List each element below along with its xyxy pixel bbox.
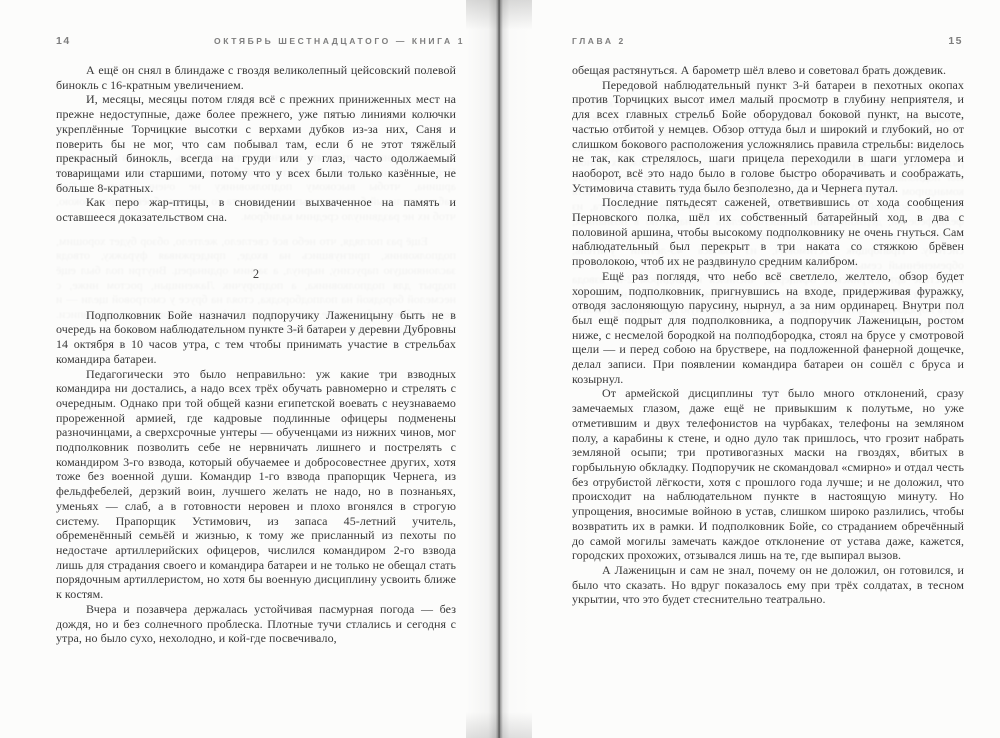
paragraph: Последние пятьдесят саженей, ответвившись от хода сообщения Перновского полка, шёл их собственный батарейный ход, в два с половиной аршина, чтобы высокому подполковнику не очень гнуться. Сам наблюдательный был перекрыт в три наката со стяжкою брёвен проволокою, чтоб их не раздвинуло средним калибром.: [572, 195, 964, 269]
running-head-left: [0, 0, 495, 52]
paragraph: От армейской дисциплины тут было много отклонений, сразу замечаемых глазом, даже ещё не привыкшим к полутьме, но уже отметившим и двух телефонистов на чурбаках, телефоны на земляном полу, а карабины к стене, и одно дуло так пришлось, что грозит набрать земляной осыпи; три противогазных маски на гвоздях, вбитых в горбыльную обкладку. Подпоручик не скомандовал «смирно» и отдал честь без отрубистой лёгкости, хотя с прошлого года лучше; и не доложил, что происходит на наблюдательном пункте в настоящую минуту. Но упрощения, вносимые войною в устав, слишком широко разлились, чтобы возвратить их в рамки. И подполковник Бойе, со страданием обречённый до самой могилы замечать каждое отклонение от устава даже, кажется, городских прохожих, отзывался лишь на те, где выпирал вызов.: [572, 386, 964, 563]
paragraph: И, месяцы, месяцы потом глядя всё с прежних приниженных мест на прежне недоступные, даже более прежнего, уже пятью линиями колючки укреплённые Торчицкие высотки с верхами дубков из-за них, Саня и поверить бы не мог, что сам побывал там, если б не этот тяжёлый прекрасный бинокль, всегда на груди или у глаз, часто одолжаемый товарищами или старшими, потому что у всех были только казённые, не больше 8-кратных.: [56, 92, 456, 195]
paragraph: Ещё раз поглядя, что небо всё светлело, желтело, обзор будет хорошим, подполковник, пригнувшись на входе, придерживая фуражку, отводя заслоняющую парусину, нырнул, а за ним ординарец. Внутри пол был ещё подрыт для подполковника, а подпоручик Лаженицын, ростом ниже, с несмелой бородкой на полподбородка, стоял на брусе у смотровой щели — и перед собою на бруствере, на подложенной фанерной дощечке, делал записи. При появлении командира батареи он сошёл с бруса и козырнул.: [572, 268, 964, 386]
paragraph: Передовой наблюдательный пункт 3-й батареи в пехотных окопах против Торчицких высот имел малый просмотр в глубину неприятеля, и для всех главных стрельб Бойе оборудовал боковой пункт, на высоте, частью отбитой у немцев. Обзор оттуда был и широкий и глубокий, но от слишком бокового расположения усложнялись правила стрельбы: виделось не так, как стрелялось, шаги прицела переходили в шаги угломера и наоборот, всё это надо было в голове быстро оборачивать и соображать, Устимовича ставить туда было безполезно, да и Чернега путал.: [572, 77, 964, 195]
page-left: [0, 0, 495, 738]
page-number: 14: [56, 35, 71, 47]
running-title: ОКТЯБРЬ ШЕСТНАДЦАТОГО — КНИГА 1: [214, 36, 466, 46]
text-column-right: [572, 63, 964, 607]
paragraph: Педагогически это было неправильно: уж какие три взводных командира ни достались, а надо всех трёх обучать равномерно и стрелять с очередным. Однако при той общей казни египетской воевать с неузнаваемо прореженной армией, где кадровые подлинные офицеры подменены разночинцами, а сверхсрочные унтеры — обученцами из нижних чинов, мог подполковник позволить себе не нервничать лишнего и пострелять с командиром 3-го взвода, который обучаемее и добросовестнее других, хотя тоже без военной души. Командир 1-го взвода прапорщик Чернега, из фельдфебелей, дерзкий воин, лучшего желать не надо, но в познаньях, уменьях — слаб, а в готовности неровен и плохо вгонялся в строгую систему. Прапорщик Устимович, из запаса 45-летний учитель, обременённый семьёй и жизнью, к тому же присланный из пехоты по недостаче артиллерийских офицеров, числился командиром 2-го взвода лишь для страдания своего и командира батареи и не только не обещал стать порядочным артиллеристом, но хотя бы военную дисциплину усвоить ближе к костям.: [56, 366, 456, 602]
running-title: ГЛАВА 2: [572, 36, 626, 46]
section-number: 2: [252, 266, 260, 281]
paragraph: обещая растянуться. А барометр шёл влево и советовал брать дождевик.: [572, 63, 947, 77]
page-number: 15: [948, 35, 963, 47]
paragraph: А ещё он снял в блиндаже с гвоздя великолепный цейсовский полевой бинокль с 16-кратным увеличением.: [56, 63, 456, 92]
running-head-right: [500, 0, 1000, 52]
paragraph: Как перо жар-птицы, в сновидении выхваченное на память и оставшееся доказательством сна.: [56, 195, 456, 225]
paragraph: Подполковник Бойе назначил подпоручику Лаженицыну быть не в очередь на боковом наблюдательном пункте 3-й батареи у деревни Дубровны 14 октября в 10 часов утра, с тем чтобы принимать участие в стрельбах командира батареи.: [56, 307, 456, 366]
paragraph: А Лаженицын и сам не знал, почему он не доложил, он готовился, и было что сказать. Но вдруг показалось ему при трёх солдатах, в тесном укрытии, что это будет стеснительно театрально.: [572, 562, 964, 607]
page-right: [500, 0, 1000, 738]
paragraph: Вчера и позавчера держалась устойчивая пасмурная погода — без дождя, но и без солнечного проблеска. Плотные тучи стлались и сегодня с утра, но было сухо, нехолодно, и кой-где посвечивало,: [56, 601, 456, 646]
text-column-left: [56, 63, 456, 646]
